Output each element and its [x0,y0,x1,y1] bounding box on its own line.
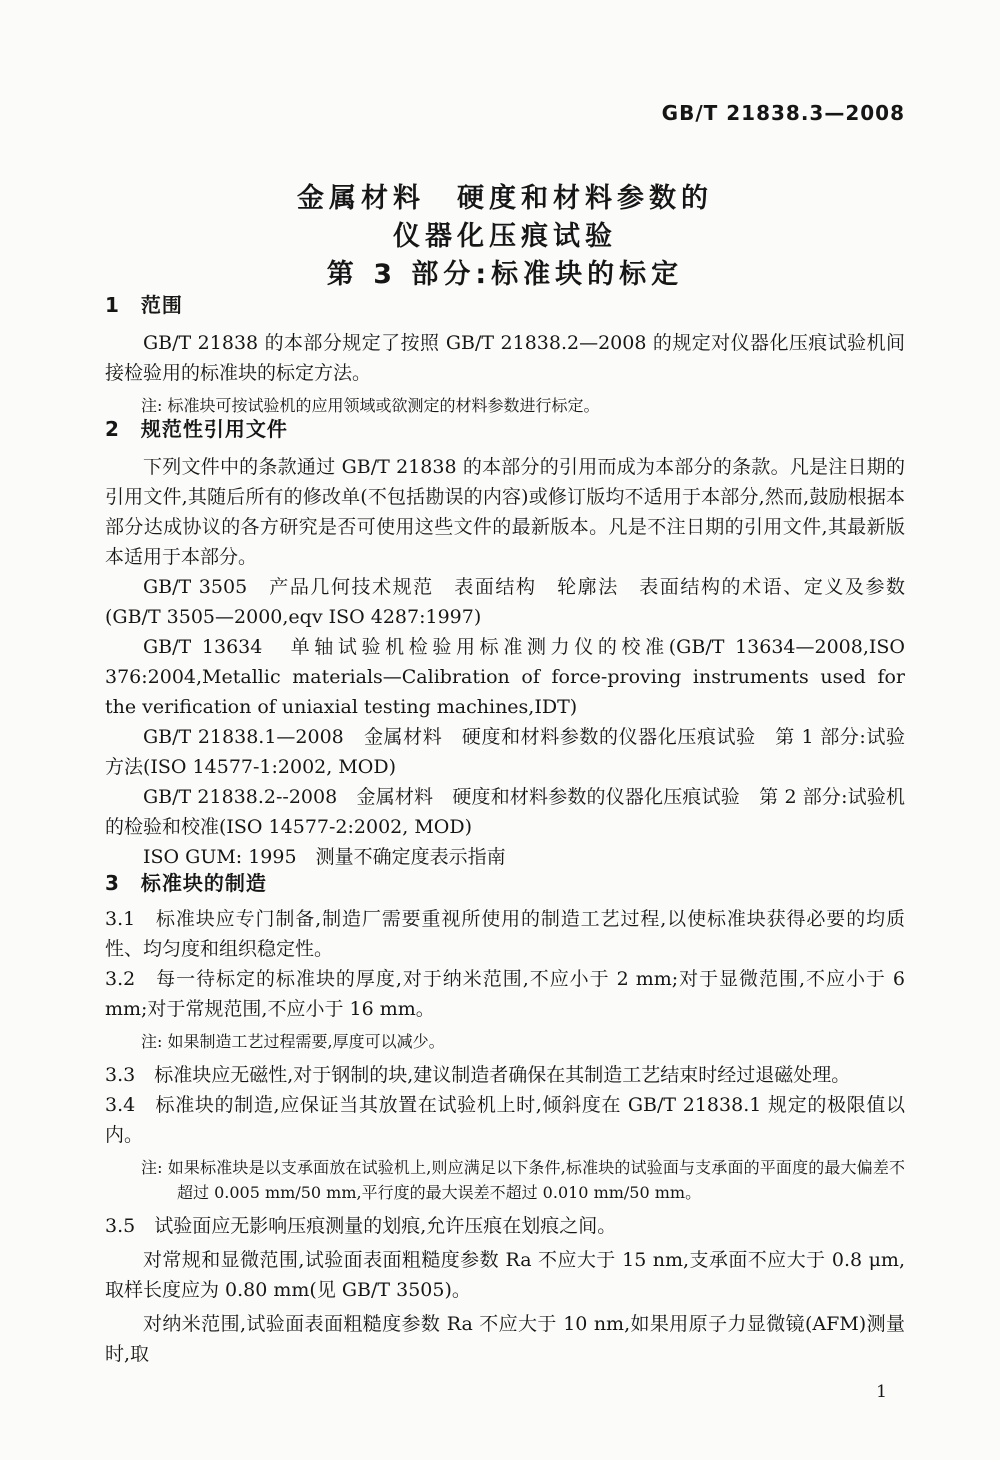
clause-3-2: 3.2 每一待标定的标准块的厚度,对于纳米范围,不应小于 2 mm;对于显微范围,不应小于 6 mm;对于常规范围,不应小于 16 mm。 [105,968,905,1020]
standard-number: GB/T 21838.3—2008 [661,101,905,125]
section-2-paragraph: 下列文件中的条款通过 GB/T 21838 的本部分的引用而成为本部分的条款。凡是注日期的引用文件,其随后所有的修改单(不包括勘误的内容)或修订版均不适用于本部分,然而,鼓励根据本部分达成协议的各方研究是否可使用这些文件的最新版本。凡是不注日期的引用文件,其最新版本适用于本部分。 [105,456,905,568]
clause-3-4-note: 注: 如果标准块是以支承面放在试验机上,则应满足以下条件,标准块的试验面与支承面的平面度的最大偏差不超过 0.005 mm/50 mm,平行度的最大误差不超过 0.010 mm/50 mm。 [141,1158,905,1202]
title-line-3: 第 3 部分:标准块的标定 [326,259,684,290]
clause-3-1: 3.1 标准块应专门制备,制造厂需要重视所使用的制造工艺过程,以使标准块获得必要的均质性、均匀度和组织稳定性。 [105,908,905,960]
page-content [105,0,905,1403]
section-1-note: 注: 标准块可按试验机的应用领域或欲测定的材料参数进行标定。 [141,396,600,415]
document-title [105,180,905,294]
section-1-heading: 1 范围 [105,293,183,317]
clause-3-4: 3.4 标准块的制造,应保证当其放置在试验机上时,倾斜度在 GB/T 21838.1 规定的极限值以内。 [105,1094,905,1146]
section-2-heading: 2 规范性引用文件 [105,417,288,441]
section-1-paragraph: GB/T 21838 的本部分规定了按照 GB/T 21838.2—2008 的规定对仪器化压痕试验机间接检验用的标准块的标定方法。 [105,332,905,384]
clause-3-3: 3.3 标准块应无磁性,对于钢制的块,建议制造者确保在其制造工艺结束时经过退磁处理。 [105,1064,851,1086]
reference-item: GB/T 21838.1—2008 金属材料 硬度和材料参数的仪器化压痕试验 第 1 部分:试验方法(ISO 14577-1:2002, MOD) [105,726,905,778]
reference-item: GB/T 21838.2--2008 金属材料 硬度和材料参数的仪器化压痕试验 第 2 部分:试验机的检验和校准(ISO 14577-2:2002, MOD) [105,786,905,838]
clause-3-5: 3.5 试验面应无影响压痕测量的划痕,允许压痕在划痕之间。 [105,1215,617,1237]
title-line-1: 金属材料 硬度和材料参数的 [297,183,713,214]
clause-3-2-note: 注: 如果制造工艺过程需要,厚度可以减少。 [141,1032,445,1051]
page-number: 1 [876,1382,887,1402]
reference-item: GB/T 3505 产品几何技术规范 表面结构 轮廓法 表面结构的术语、定义及参数(GB/T 3505—2000,eqv ISO 4287:1997) [105,576,905,628]
title-line-2: 仪器化压痕试验 [393,221,617,252]
reference-item: GB/T 13634 单轴试验机检验用标准测力仪的校准(GB/T 13634—2008,ISO 376:2004,Metallic materials—Calibration of force-proving instruments used for the verification of uniaxial testing machines,IDT) [105,636,905,718]
clause-3-5-paragraph-a: 对常规和显微范围,试验面表面粗糙度参数 Ra 不应大于 15 nm,支承面不应大于 0.8 μm,取样长度应为 0.80 mm(见 GB/T 3505)。 [105,1249,905,1301]
reference-item: ISO GUM: 1995 测量不确定度表示指南 [143,846,506,868]
section-3-heading: 3 标准块的制造 [105,871,267,895]
clause-3-5-paragraph-b: 对纳米范围,试验面表面粗糙度参数 Ra 不应大于 10 nm,如果用原子力显微镜(AFM)测量时,取 [105,1313,905,1365]
